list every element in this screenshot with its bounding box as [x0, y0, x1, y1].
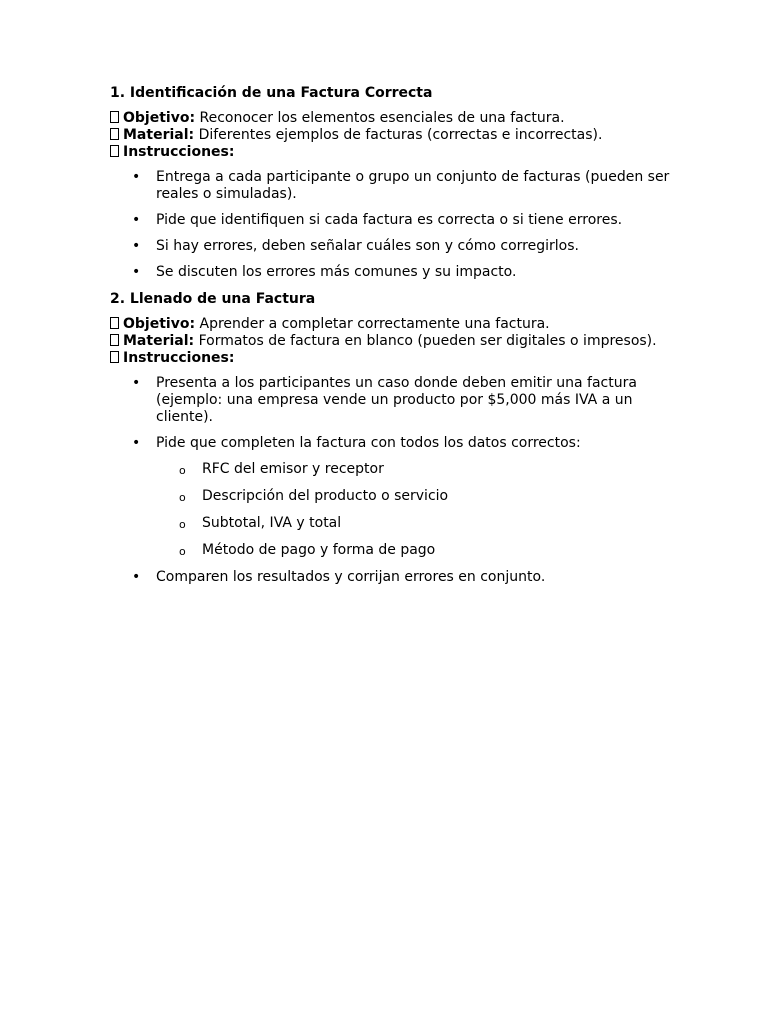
missing-glyph-icon	[110, 128, 119, 140]
sub-list-item	[156, 488, 670, 505]
missing-glyph-icon	[110, 351, 119, 363]
field-label: Instrucciones:	[123, 144, 235, 160]
missing-glyph-icon	[110, 145, 119, 157]
sub-list-item	[156, 515, 670, 532]
list-item-text: Se discuten los errores más comunes y su impacto.	[156, 264, 517, 280]
sub-list-item	[156, 461, 670, 478]
sub-bullet-icon: o	[179, 518, 186, 531]
field-label: Objetivo:	[123, 110, 196, 126]
field-block	[110, 110, 670, 161]
instrucciones-field	[110, 144, 670, 161]
list-item-text: Pide que completen la factura con todos los datos correctos:	[156, 435, 581, 451]
sub-list-item-text: Método de pago y forma de pago	[202, 542, 436, 558]
material-field	[110, 333, 670, 350]
list-item	[110, 169, 670, 203]
sub-bullet-icon: o	[179, 464, 186, 477]
bullet-icon: •	[132, 169, 141, 185]
bullet-icon: •	[132, 569, 141, 585]
missing-glyph-icon	[110, 111, 119, 123]
section-title: 1. Identificación de una Factura Correcta	[110, 85, 433, 101]
field-label: Material:	[123, 333, 195, 349]
field-label: Objetivo:	[123, 316, 196, 332]
list-item	[110, 375, 670, 426]
list-item	[110, 435, 670, 559]
list-item	[110, 238, 670, 255]
bullet-icon: •	[132, 212, 141, 228]
bullet-icon: •	[132, 435, 141, 451]
field-label: Material:	[123, 127, 195, 143]
sub-bullet-icon: o	[179, 491, 186, 504]
objetivo-field	[110, 110, 670, 127]
sub-list-item	[156, 542, 670, 559]
objetivo-field	[110, 316, 670, 333]
material-field	[110, 127, 670, 144]
sub-list	[156, 461, 670, 559]
sub-list-item-text: Subtotal, IVA y total	[202, 515, 342, 531]
list-item	[110, 569, 670, 586]
bullet-list	[110, 169, 670, 281]
list-item-text: Pide que identifiquen si cada factura es correcta o si tiene errores.	[156, 212, 623, 228]
field-text: Formatos de factura en blanco (pueden ser digitales o impresos).	[194, 333, 657, 349]
field-text: Reconocer los elementos esenciales de una factura.	[195, 110, 565, 126]
list-item-text: Si hay errores, deben señalar cuáles son y cómo corregirlos.	[156, 238, 579, 254]
field-text: Aprender a completar correctamente una factura.	[195, 316, 550, 332]
list-item-text: Entrega a cada participante o grupo un conjunto de facturas (pueden ser reales o simuladas).	[156, 169, 670, 202]
bullet-list	[110, 375, 670, 586]
missing-glyph-icon	[110, 334, 119, 346]
bullet-icon: •	[132, 264, 141, 280]
field-label: Instrucciones:	[123, 350, 235, 366]
missing-glyph-icon	[110, 317, 119, 329]
sub-bullet-icon: o	[179, 545, 186, 558]
list-item-text: Comparen los resultados y corrijan errores en conjunto.	[156, 569, 546, 585]
document-page	[110, 84, 670, 595]
section-title: 2. Llenado de una Factura	[110, 291, 316, 307]
list-item-text: Presenta a los participantes un caso donde deben emitir una factura (ejemplo: una empresa vende un producto por $5,000 más IVA a un cliente).	[156, 375, 637, 425]
sub-list-item-text: Descripción del producto o servicio	[202, 488, 449, 504]
field-block	[110, 316, 670, 367]
list-item	[110, 212, 670, 229]
instrucciones-field	[110, 350, 670, 367]
sub-list-item-text: RFC del emisor y receptor	[202, 461, 384, 477]
bullet-icon: •	[132, 375, 141, 391]
field-text: Diferentes ejemplos de facturas (correctas e incorrectas).	[194, 127, 603, 143]
list-item	[110, 264, 670, 281]
bullet-icon: •	[132, 238, 141, 254]
